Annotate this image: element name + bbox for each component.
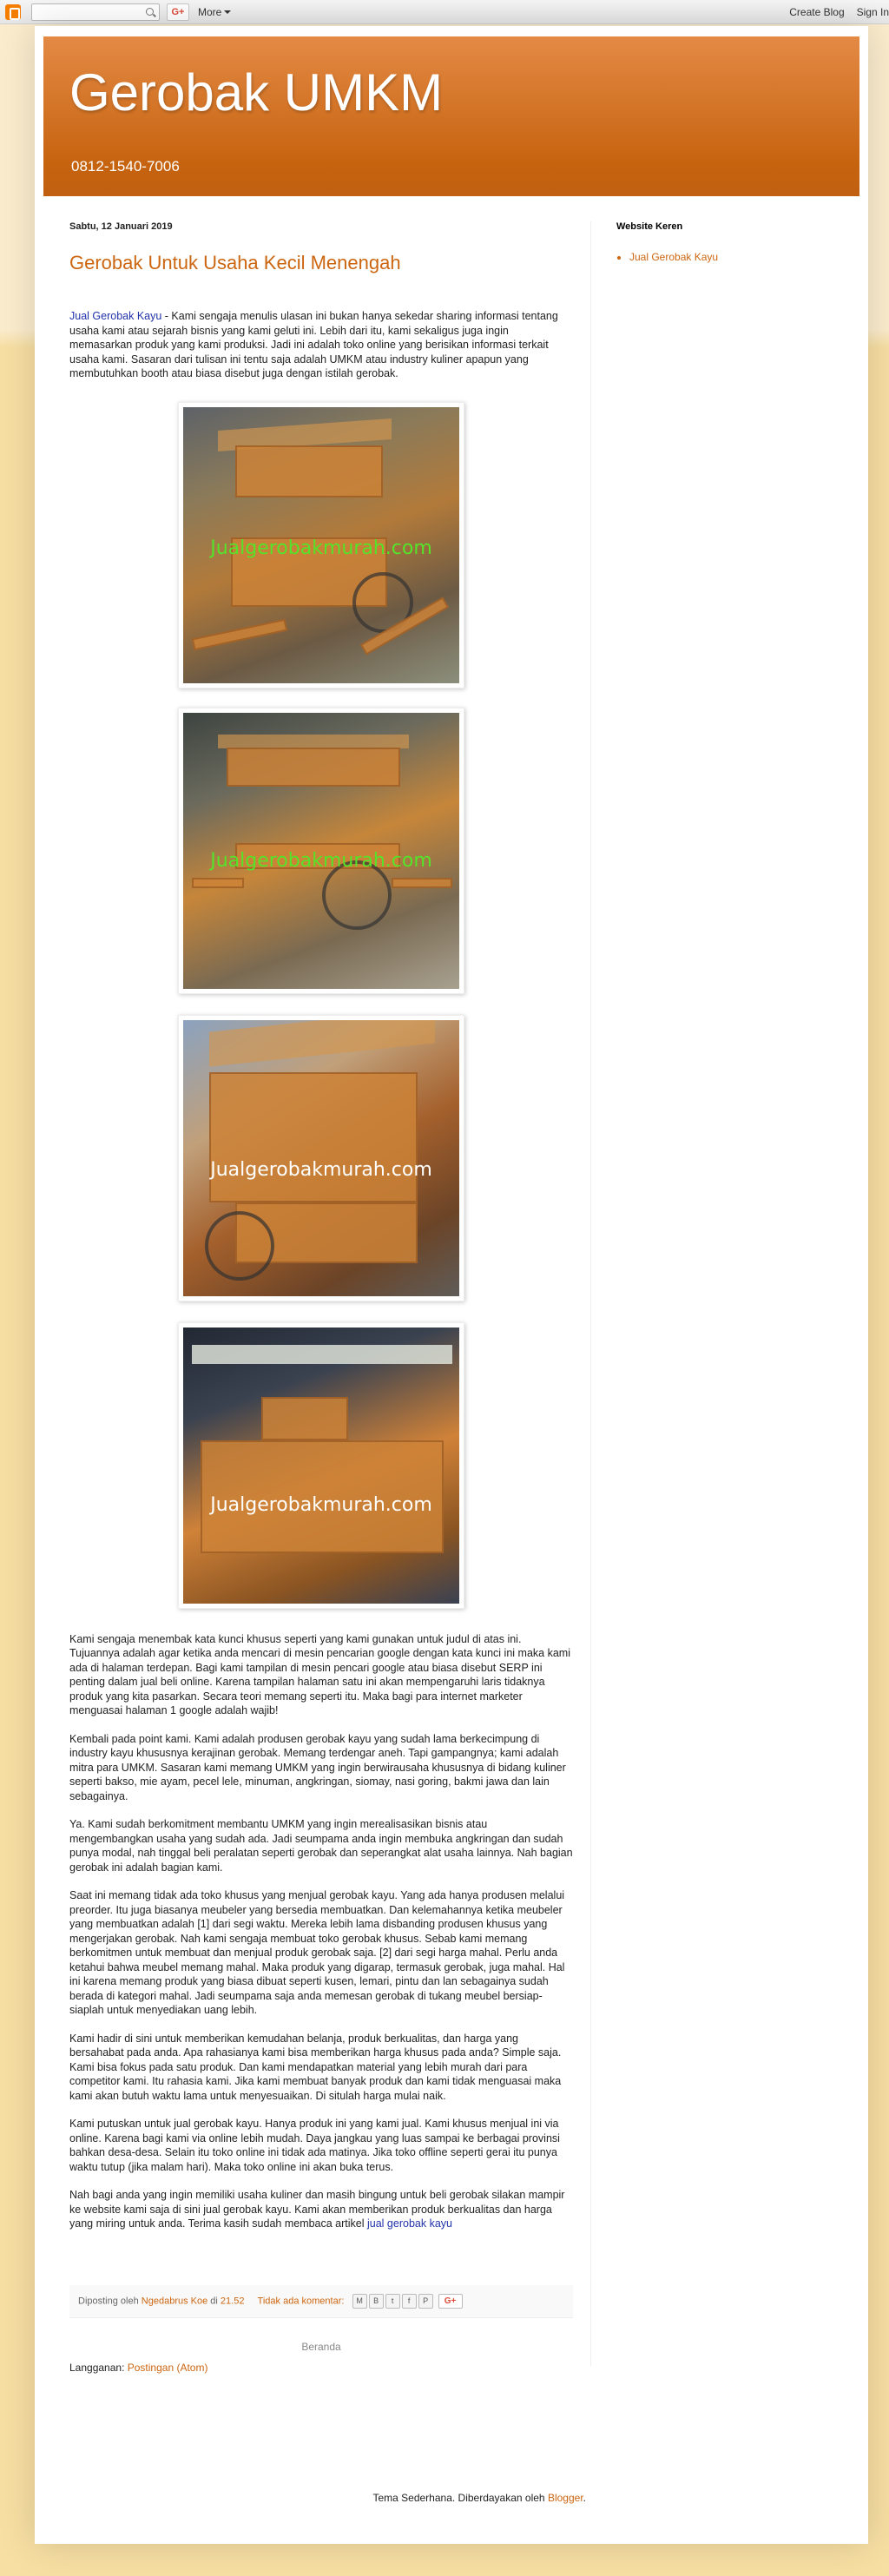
photo-watermark: Jualgerobakmurah.com <box>210 1493 432 1516</box>
blogger-logo-icon[interactable] <box>5 4 21 20</box>
closing-link[interactable]: jual gerobak kayu <box>367 2217 452 2230</box>
cart-photo <box>183 1328 459 1604</box>
search-input[interactable] <box>32 4 140 20</box>
post-paragraph: Kembali pada point kami. Kami adalah produsen gerobak kayu yang sudah lama berkecimpung di industry kayu khususnya kerajinan gerobak. Memang terdengar aneh. Tapi gampangnya; kami adalah mitra para UMKM. Sasaran kami memang UMKM yang ingin berwirausaha khususnya di bidang kuliner seperti bakso, mie ayam, pecel lele, minuman, angkringan, siomay, nasi goring, bakmi jawa dan lain sebagainya. <box>69 1732 566 1802</box>
sidebar <box>616 221 842 263</box>
post-paragraph: Kami sengaja menembak kata kunci khusus seperti yang kami gunakan untuk judul di atas ini. Tujuannya adalah agar ketika anda mencari di mesin pencarian google dengan kata kunci ini maka kami ada di halaman terdepan. Bagi kami tampilan di mesin pencari google atau biasa disebut SERP ini penting dalam jual beli online. Karena tampilan halaman satu ini akan mempengaruhi laris tidaknya produk yang kita pasarkan. Secara teori memang seperti itu. Maka bagi para internet marketer menguasai halaman 1 google adalah wajib! <box>69 1632 570 1716</box>
bench-shape <box>192 618 288 650</box>
photo-watermark: Jualgerobakmurah.com <box>210 1158 432 1181</box>
closing-paragraph <box>69 2188 573 2231</box>
intro-text: - Kami sengaja menulis ulasan ini bukan hanya sekedar sharing informasi tentang usaha kami atau sejarah bisnis yang kami geluti ini. Lebih dari itu, kami sekaligus juga ingin memasarkan produk yang kami produksi. Jadi ini adalah toko online yang berisikan informasi terkait usaha kami. Sasaran dari tulisan ini tentu saja adalah UMKM atau industry kuliner apapun yang membutuhkan booth atau biasa disebut juga dengan istilah gerobak. <box>69 310 558 379</box>
post-title[interactable]: Gerobak Untuk Usaha Kecil Menengah <box>69 252 401 273</box>
cart-photo <box>183 1020 459 1296</box>
subscribe-atom-link[interactable]: Postingan (Atom) <box>127 2361 208 2374</box>
blog-header <box>43 36 859 196</box>
photo-frame[interactable] <box>178 402 464 688</box>
cart-roof-shape <box>192 1345 452 1364</box>
intro-link[interactable]: Jual Gerobak Kayu <box>69 310 162 322</box>
posted-by-label: Diposting oleh <box>78 2295 139 2306</box>
caret-down-icon <box>224 10 231 14</box>
main-column <box>69 221 573 2374</box>
email-share-icon[interactable]: M <box>352 2294 367 2309</box>
blog-title[interactable]: Gerobak UMKM <box>69 63 444 122</box>
post-body <box>69 309 573 2231</box>
sidebar-link-list <box>616 251 842 263</box>
more-label: More <box>198 6 222 18</box>
cart-roof-shape <box>209 1020 435 1067</box>
sidebar-item <box>629 251 842 263</box>
facebook-share-icon[interactable]: f <box>402 2294 417 2309</box>
photo-frame[interactable] <box>178 1322 464 1609</box>
bench-shape <box>192 878 244 888</box>
create-blog-link[interactable]: Create Blog <box>789 6 845 18</box>
google-plus-share-button[interactable]: G+ <box>167 3 189 21</box>
attribution-text: Tema Sederhana. Diberdayakan oleh <box>372 2492 545 2504</box>
photo-frame[interactable] <box>178 1015 464 1301</box>
post-paragraph: Saat ini memang tidak ada toko khusus yang menjual gerobak kayu. Yang ada hanya produsen melalui preorder. Itu juga biasanya meubeler yang bersedia membuatkan. Dan kelemahannya ketika meubeler yang membuatkan adalah [1] dari segi waktu. Mereka lebih lama disbanding produsen khusus yang mengerjakan gerobak. Nah kami sengaja membuat toko gerobak khusus. Sebab kami memang berkomitmen untuk membuat dan menjual produk gerobak saja. [2] dari segi harga mahal. Perlu anda ketahui bahwa meubel memang mahal. Maka produk yang digarap, termasuk gerobak, juga mahal. Hal ini karena memang produk yang biasa dibuat seperti kusen, lemari, pintu dan lan sebagainya sudah berada di kategori mahal. Jadi seumpama saja anda memesan gerobak di tukang meubel bersiap-siaplah untuk menyediakan uang lebih. <box>69 1889 565 2016</box>
gplus-share-button[interactable]: G+ <box>438 2294 463 2309</box>
cart-upper-shape <box>235 445 383 497</box>
post-date: Sabtu, 12 Januari 2019 <box>69 221 173 232</box>
blog-description: 0812-1540-7006 <box>71 158 180 175</box>
at-label: di <box>210 2295 218 2306</box>
home-link[interactable]: Beranda <box>301 2340 341 2353</box>
subscribe-row <box>69 2362 573 2374</box>
photo-watermark: Jualgerobakmurah.com <box>210 849 432 872</box>
post-footer <box>69 2285 573 2318</box>
comments-link[interactable]: Tidak ada komentar: <box>257 2295 345 2306</box>
blogthis-share-icon[interactable]: B <box>369 2294 384 2309</box>
closing-text: Nah bagi anda yang ingin memiliki usaha kuliner dan masih bingung untuk beli gerobak silakan mampir ke website kami saja di sini jual gerobak kayu. Kami akan memberikan produk berkualitas dan harga yang miring untuk anda. Terima kasih sudah membaca artikel <box>69 2189 565 2230</box>
post-time-link[interactable]: 21.52 <box>220 2295 245 2306</box>
intro-paragraph <box>69 309 573 381</box>
sign-in-link[interactable]: Sign In <box>856 6 889 18</box>
post-paragraph: Kami hadir di sini untuk memberikan kemudahan belanja, produk berkualitas, dan harga yang bersahabat pada anda. Apa rahasianya kami bisa memberikan harga khusus pada anda? Simple saja. Kami bisa fokus pada satu produk. Dan kami mendapatkan material yang lebih murah dari para competitor kami. Itu rahasia kami. Jika kami membuat banyak produk dan kami tidak menguasai maka kami akan butuh waktu lama untuk menyesuaikan. Di situlah harga mulai naik. <box>69 2032 562 2102</box>
subscribe-label: Langganan: <box>69 2361 125 2374</box>
author-link[interactable]: Ngedabrus Koe <box>141 2295 208 2306</box>
page-container <box>35 26 868 2544</box>
sidebar-divider <box>590 221 591 2366</box>
navbar-right <box>789 6 889 18</box>
cart-wheel-shape <box>205 1211 274 1281</box>
cart-roof-shape <box>218 735 409 748</box>
search-icon[interactable] <box>146 8 154 16</box>
post-paragraph: Kami putuskan untuk jual gerobak kayu. Hanya produk ini yang kami jual. Kami khusus menjual ini via online. Karena bagi kami via online lebih mudah. Daya jangkau yang luas sampai ke berbagai provinsi bahkan desa-desa. Selain itu toko online ini tidak ada matinya. Jika toko offline seperti gerai itu punya waktu tutup (jika malam hari). Maka toko online ini akan buka terus. <box>69 2118 560 2173</box>
photo-frame[interactable] <box>178 708 464 994</box>
blogger-navbar <box>0 0 889 24</box>
cart-stove-shape <box>261 1397 348 1440</box>
sidebar-heading: Website Keren <box>616 221 683 232</box>
sidebar-link-jual-gerobak-kayu[interactable]: Jual Gerobak Kayu <box>629 251 719 263</box>
twitter-share-icon[interactable]: t <box>385 2294 400 2309</box>
cart-photo <box>183 713 459 989</box>
cart-upper-shape <box>209 1072 418 1202</box>
navbar-search-box[interactable] <box>31 3 160 21</box>
blogger-link[interactable]: Blogger <box>547 2492 583 2504</box>
bench-shape <box>392 878 452 888</box>
pinterest-share-icon[interactable]: P <box>418 2294 433 2309</box>
attribution: Tema Sederhana. Diberdayakan oleh Blogger. <box>372 2492 586 2504</box>
cart-upper-shape <box>227 748 400 787</box>
photo-watermark: Jualgerobakmurah.com <box>210 537 432 559</box>
post-paragraph: Ya. Kami sudah berkomitment membantu UMKM yang ingin merealisasikan bisnis atau mengembangkan usaha yang sudah ada. Jadi seumpama anda ingin membuka angkringan dan sudah punya modal, nah tinggal beli peralatan seperti gerobak dan seperangkat alat usaha lainnya. Nah bagian gerobak ini adalah bagian kami. <box>69 1818 573 1874</box>
more-menu-button[interactable] <box>198 6 231 18</box>
cart-photo <box>183 407 459 683</box>
